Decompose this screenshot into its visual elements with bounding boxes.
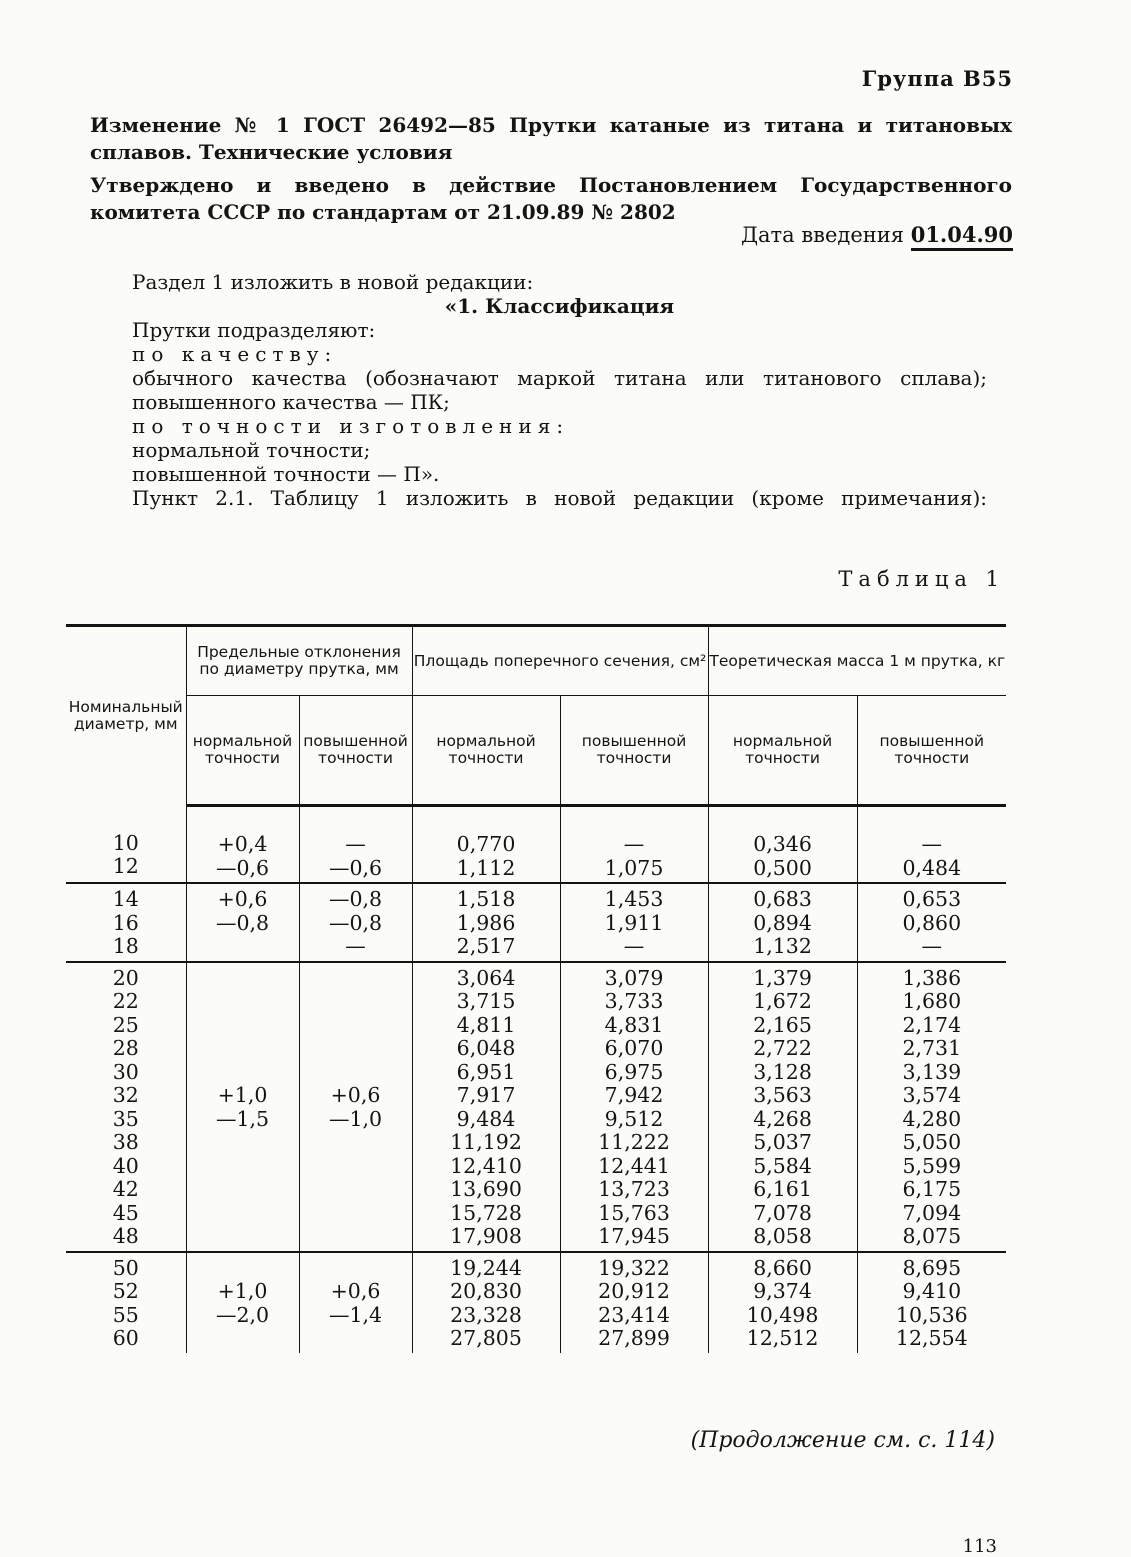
cell-value: 3,079 — [604, 965, 664, 990]
paragraph: Пункт 2.1. Таблицу 1 изложить в новой редакции (кроме примечания): — [132, 486, 987, 510]
cell-value: 2,165 — [753, 1012, 812, 1037]
table-row-group — [66, 806, 1006, 884]
cell-value: 1,518 — [456, 887, 516, 911]
cell-value: 1,680 — [902, 989, 962, 1013]
cell-value: 13,723 — [598, 1177, 670, 1201]
cell-value: 5,599 — [902, 1153, 962, 1178]
cell-area-high — [560, 806, 708, 884]
cell-value: +0,4 — [217, 832, 268, 856]
document-title: Изменение № 1 ГОСТ 26492—85 Прутки катаные из титана и титановых сплавов. Технические условия — [90, 113, 1012, 164]
date-label: Дата введения — [740, 223, 905, 247]
cell-mass-high — [857, 806, 1006, 884]
cell-dev-high — [299, 806, 412, 884]
cell-diameter — [66, 962, 186, 1252]
data-table — [66, 624, 1006, 1353]
cell-value: 4,831 — [604, 1012, 664, 1037]
cell-value: 0,346 — [753, 832, 812, 856]
paragraph: нормальной точности; — [132, 438, 371, 462]
cell-area-high — [560, 883, 708, 962]
cell-mass-normal — [708, 806, 857, 884]
cell-mass-normal — [708, 883, 857, 962]
cell-dev-normal — [186, 883, 299, 962]
table-row-group — [66, 962, 1006, 1252]
cell-area-normal — [412, 806, 560, 884]
amendment-text — [132, 270, 987, 510]
table-row-group — [66, 883, 1006, 962]
cell-value: 27,899 — [598, 1326, 670, 1350]
cell-value: +1,0 — [217, 1279, 268, 1303]
cell-value: 1,986 — [456, 910, 516, 935]
cell-value: 15,763 — [598, 1200, 670, 1225]
col-group-area: Площадь поперечного сечения, см² — [412, 626, 708, 696]
cell-value: 40 — [112, 1153, 139, 1178]
cell-value: 3,574 — [902, 1083, 962, 1107]
cell-value: 30 — [112, 1059, 139, 1084]
date-value: 01.04.90 — [911, 222, 1013, 251]
cell-dev-normal — [186, 1252, 299, 1353]
cell-value: — — [623, 832, 645, 856]
cell-value: 6,175 — [902, 1177, 962, 1201]
intro-line: Раздел 1 изложить в новой редакции: — [132, 270, 534, 294]
cell-value: 6,975 — [604, 1059, 664, 1084]
approval-statement: Утверждено и введено в действие Постановлением Государственного комитета СССР по стандартам от 21.09.89 № 2802 — [90, 173, 1012, 224]
paragraph: повышенного качества — ПК; — [132, 390, 450, 414]
cell-value: 9,374 — [753, 1279, 812, 1303]
cell-value: — — [921, 832, 943, 856]
cell-value: 8,075 — [902, 1224, 962, 1248]
cell-value: 8,058 — [753, 1224, 812, 1248]
cell-value: 6,070 — [604, 1036, 664, 1060]
cell-value: 4,268 — [753, 1106, 812, 1131]
cell-value: 8,695 — [902, 1255, 962, 1280]
cell-value: 10,498 — [746, 1302, 819, 1327]
cell-value: 48 — [112, 1224, 139, 1248]
cell-value: +1,0 — [217, 1083, 268, 1107]
cell-mass-normal — [708, 962, 857, 1252]
cell-value: 3,064 — [456, 965, 516, 990]
cell-value: 1,075 — [604, 855, 664, 880]
paragraph: обычного качества (обозначают маркой титана или титанового сплава); — [132, 366, 987, 390]
cell-value: 28 — [112, 1036, 139, 1060]
cell-value: 5,584 — [753, 1153, 812, 1178]
paragraph: по качеству: — [132, 342, 338, 366]
cell-value: 27,805 — [450, 1326, 522, 1350]
cell-value: — — [345, 934, 366, 958]
cell-dev-normal — [186, 962, 299, 1252]
cell-value: 4,280 — [902, 1106, 962, 1131]
cell-area-normal — [412, 1252, 560, 1353]
cell-value: 1,911 — [604, 910, 664, 935]
col-header-dev-normal: нормальной точности — [186, 696, 299, 806]
cell-mass-high — [857, 1252, 1006, 1353]
cell-dev-high — [299, 962, 412, 1252]
cell-diameter — [66, 1252, 186, 1353]
cell-value: 12,441 — [598, 1153, 670, 1178]
continuation-note: (Продолжение см. с. 114) — [690, 1428, 995, 1453]
cell-value: 18 — [112, 934, 139, 958]
cell-value: 6,048 — [456, 1036, 516, 1060]
cell-mass-high — [857, 883, 1006, 962]
cell-value: —0,8 — [328, 887, 383, 911]
cell-value: 7,094 — [902, 1200, 962, 1225]
cell-dev-normal — [186, 806, 299, 884]
cell-value: 1,672 — [753, 989, 812, 1013]
cell-value: 20 — [112, 965, 139, 990]
cell-value: 52 — [112, 1279, 139, 1303]
cell-value: 1,379 — [753, 965, 812, 990]
cell-value: 3,715 — [456, 989, 516, 1013]
cell-value: 0,683 — [753, 887, 812, 911]
cell-value: 12,512 — [746, 1326, 819, 1350]
cell-value: 25 — [112, 1012, 139, 1037]
cell-dev-high — [299, 1252, 412, 1353]
cell-value: 14 — [112, 887, 139, 911]
cell-value: 60 — [112, 1326, 139, 1350]
cell-value: 32 — [112, 1083, 139, 1107]
cell-value: 3,733 — [604, 989, 664, 1013]
cell-area-high — [560, 1252, 708, 1353]
cell-value: 7,078 — [753, 1200, 812, 1225]
cell-value: 7,942 — [604, 1083, 664, 1107]
cell-value: 9,484 — [456, 1106, 516, 1131]
cell-value: 16 — [112, 910, 139, 935]
cell-value: —0,6 — [215, 855, 270, 880]
cell-value: 9,410 — [902, 1279, 962, 1303]
cell-value: 2,722 — [753, 1036, 812, 1060]
cell-value: 1,386 — [902, 965, 962, 990]
cell-value: 35 — [112, 1106, 139, 1131]
cell-value: 23,328 — [450, 1302, 522, 1327]
paragraph: по точности изготовления: — [132, 414, 570, 438]
cell-value: —1,4 — [328, 1302, 383, 1327]
cell-value: 0,894 — [753, 910, 812, 935]
cell-value: 2,517 — [456, 934, 516, 958]
cell-value: 0,770 — [456, 832, 516, 856]
cell-value: 1,132 — [753, 934, 812, 958]
cell-value: —0,8 — [328, 910, 383, 935]
cell-value: — — [921, 934, 943, 958]
cell-value: 4,811 — [456, 1012, 516, 1037]
cell-value: —0,6 — [328, 855, 383, 880]
cell-value: 0,500 — [753, 855, 812, 880]
cell-value: 12 — [112, 854, 139, 878]
cell-value: 17,908 — [450, 1224, 522, 1248]
cell-value: 7,917 — [456, 1083, 516, 1107]
cell-value: —0,8 — [215, 910, 270, 935]
cell-value: 11,192 — [450, 1130, 522, 1154]
cell-value: —1,0 — [328, 1106, 383, 1131]
section-title: «1. Классификация — [444, 294, 675, 318]
cell-diameter — [66, 883, 186, 962]
cell-value: —2,0 — [215, 1302, 270, 1327]
col-header-area-normal: нормальной точности — [412, 696, 560, 806]
cell-value: 9,512 — [604, 1106, 664, 1131]
paragraph: повышенной точности — П». — [132, 462, 440, 486]
cell-value: 19,244 — [450, 1255, 522, 1280]
cell-value: 3,563 — [753, 1083, 812, 1107]
cell-value: 0,653 — [902, 887, 962, 911]
group-label: Группа В55 — [861, 66, 1013, 91]
cell-value: 0,860 — [902, 910, 962, 935]
cell-value: 2,731 — [902, 1036, 962, 1060]
cell-value: 20,912 — [598, 1279, 670, 1303]
cell-value: 42 — [112, 1177, 139, 1201]
cell-value: 45 — [112, 1200, 139, 1225]
cell-value: 12,554 — [895, 1326, 968, 1350]
cell-value: 2,174 — [902, 1012, 962, 1037]
cell-value: 20,830 — [450, 1279, 522, 1303]
cell-value: 8,660 — [753, 1255, 812, 1280]
cell-dev-high — [299, 883, 412, 962]
cell-value: 19,322 — [598, 1255, 670, 1280]
cell-value: 3,139 — [902, 1059, 962, 1084]
cell-diameter — [66, 806, 186, 884]
cell-value: 23,414 — [598, 1302, 670, 1327]
cell-value: 0,484 — [902, 855, 962, 880]
cell-value: 5,037 — [753, 1130, 812, 1154]
col-header-diameter: Номинальный диаметр, мм — [66, 626, 186, 806]
cell-area-normal — [412, 962, 560, 1252]
cell-value: —1,5 — [215, 1106, 270, 1131]
page-number: 113 — [962, 1536, 997, 1557]
effective-date — [741, 222, 1013, 247]
cell-value: 11,222 — [598, 1130, 670, 1154]
cell-area-normal — [412, 883, 560, 962]
col-group-deviation: Предельные отклонения по диаметру прутка, мм — [186, 626, 412, 696]
cell-value: +0,6 — [330, 1279, 381, 1303]
cell-mass-high — [857, 962, 1006, 1252]
cell-value: 22 — [112, 989, 139, 1013]
col-header-mass-normal: нормальной точности — [708, 696, 857, 806]
cell-value: 3,128 — [753, 1059, 812, 1084]
cell-value: 50 — [112, 1255, 139, 1280]
cell-value: 13,690 — [450, 1177, 522, 1201]
cell-value: 10,536 — [895, 1302, 968, 1327]
col-header-mass-high: повышенной точности — [857, 696, 1006, 806]
col-group-mass: Теоретическая масса 1 м прутка, кг — [708, 626, 1006, 696]
cell-area-high — [560, 962, 708, 1252]
cell-value: — — [623, 934, 645, 958]
cell-value: 38 — [112, 1130, 139, 1154]
cell-value: 5,050 — [902, 1130, 962, 1154]
cell-value: 55 — [112, 1302, 139, 1327]
table-caption: Таблица 1 — [838, 567, 1005, 591]
cell-value: 6,161 — [753, 1177, 812, 1201]
cell-value: +0,6 — [330, 1083, 381, 1107]
cell-value: 12,410 — [450, 1153, 522, 1178]
cell-mass-normal — [708, 1252, 857, 1353]
cell-value: 1,453 — [604, 887, 664, 911]
paragraph: Прутки подразделяют: — [132, 318, 376, 342]
cell-value: 6,951 — [456, 1059, 516, 1084]
cell-value: 17,945 — [598, 1224, 670, 1248]
cell-value: — — [345, 832, 366, 856]
table-row-group — [66, 1252, 1006, 1353]
cell-value: 1,112 — [456, 855, 516, 880]
cell-value: 15,728 — [450, 1200, 522, 1225]
cell-value: +0,6 — [217, 887, 268, 911]
col-header-area-high: повышенной точности — [560, 696, 708, 806]
cell-value: 10 — [112, 830, 139, 855]
col-header-dev-high: повышенной точности — [299, 696, 412, 806]
